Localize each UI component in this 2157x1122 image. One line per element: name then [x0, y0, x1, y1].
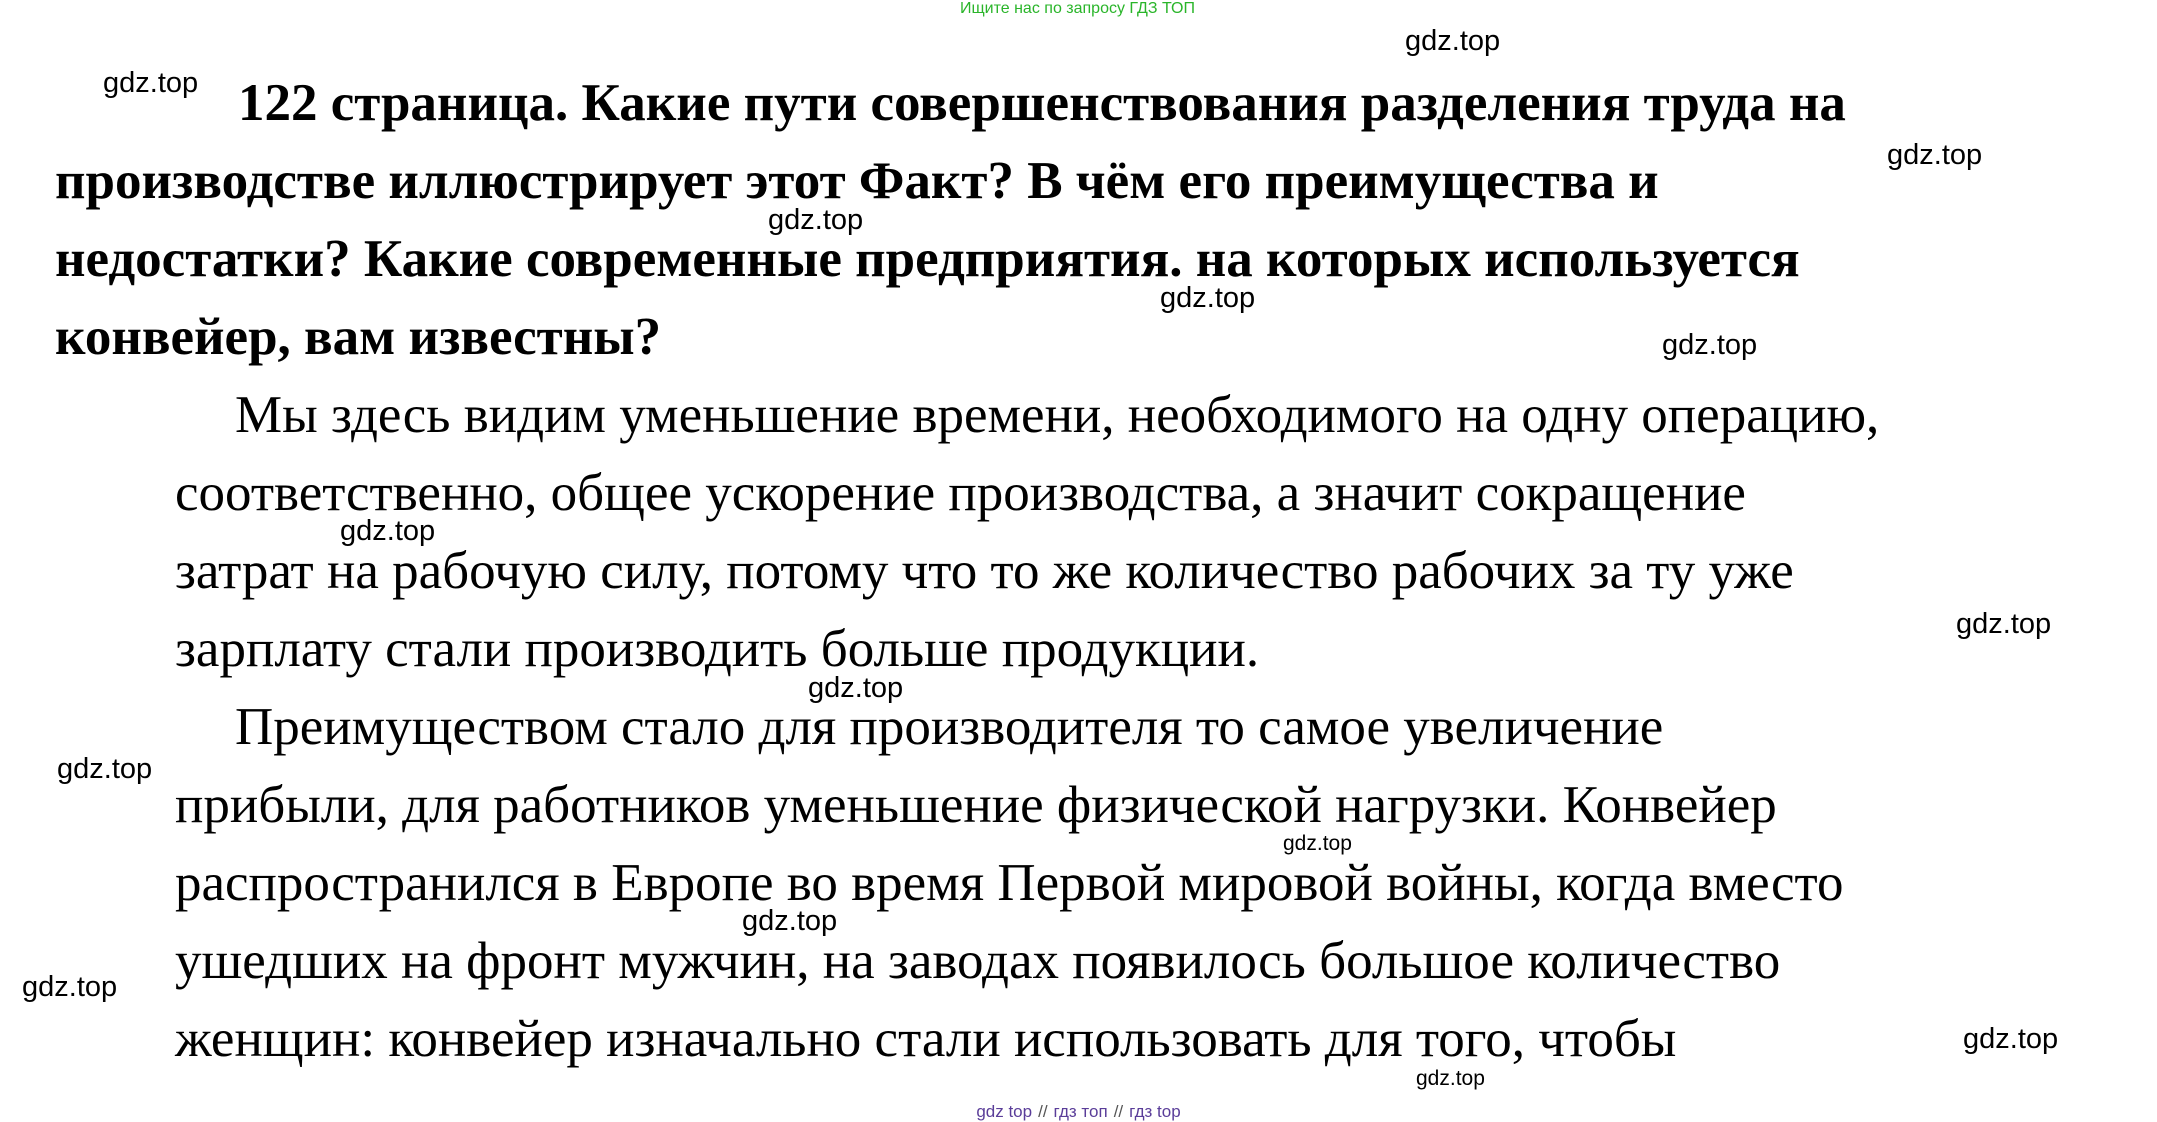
- answer-line-3: затрат на рабочую силу, потому что то же количество рабочих за ту уже: [175, 542, 1794, 600]
- watermark: gdz.top: [103, 67, 199, 99]
- answer-line-6: прибыли, для работников уменьшение физической нагрузки. Конвейер: [175, 776, 1777, 834]
- watermark: gdz.top: [1160, 282, 1256, 314]
- watermark: gdz.top: [340, 515, 436, 547]
- watermark: gdz.top: [1956, 608, 2052, 640]
- answer-line-5: Преимуществом стало для производителя то самое увеличение: [235, 698, 1664, 756]
- answer-line-1: Мы здесь видим уменьшение времени, необходимого на одну операцию,: [235, 386, 1880, 444]
- answer-line-4: зарплату стали производить больше продукции.: [175, 620, 1260, 678]
- footer-separator: //: [1113, 1102, 1124, 1121]
- watermark: gdz.top: [742, 905, 838, 937]
- watermark: gdz.top: [1405, 25, 1501, 57]
- question-line-4: конвейер, вам известны?: [55, 308, 662, 366]
- watermark: gdz.top: [808, 672, 904, 704]
- answer-line-9: женщин: конвейер изначально стали использовать для того, чтобы: [175, 1010, 1677, 1068]
- footer-links: [0, 1102, 2157, 1122]
- footer-separator: //: [1038, 1102, 1048, 1121]
- answer-line-7: распространился в Европе во время Первой мировой войны, когда вместо: [175, 854, 1844, 912]
- watermark: gdz.top: [1887, 139, 1983, 171]
- watermark: gdz.top: [22, 971, 118, 1003]
- watermark: gdz.top: [768, 204, 864, 236]
- answer-line-2: соответственно, общее ускорение производства, а значит сокращение: [175, 464, 1746, 522]
- question-line-1: 122 страница. Какие пути совершенствования разделения труда на: [238, 74, 1846, 132]
- top-banner: Ищите нас по запросу ГДЗ ТОП: [960, 0, 1195, 17]
- answer-line-8: ушедших на фронт мужчин, на заводах появилось большое количество: [175, 932, 1781, 990]
- watermark: gdz.top: [1662, 329, 1758, 361]
- footer-link-gdz-top-mixed[interactable]: гдз top: [1129, 1102, 1181, 1121]
- watermark: gdz.top: [1416, 1067, 1485, 1090]
- watermark: gdz.top: [1963, 1023, 2059, 1055]
- question-line-3: недостатки? Какие современные предприятия. на которых используется: [55, 230, 1800, 288]
- watermark: gdz.top: [57, 753, 153, 785]
- question-line-2: производстве иллюстрирует этот Факт? В чём его преимущества и: [55, 152, 1659, 210]
- footer-link-gdz-top-ru[interactable]: гдз топ: [1053, 1102, 1108, 1121]
- footer-link-gdz-top[interactable]: gdz top: [976, 1102, 1033, 1121]
- watermark: gdz.top: [1283, 832, 1352, 855]
